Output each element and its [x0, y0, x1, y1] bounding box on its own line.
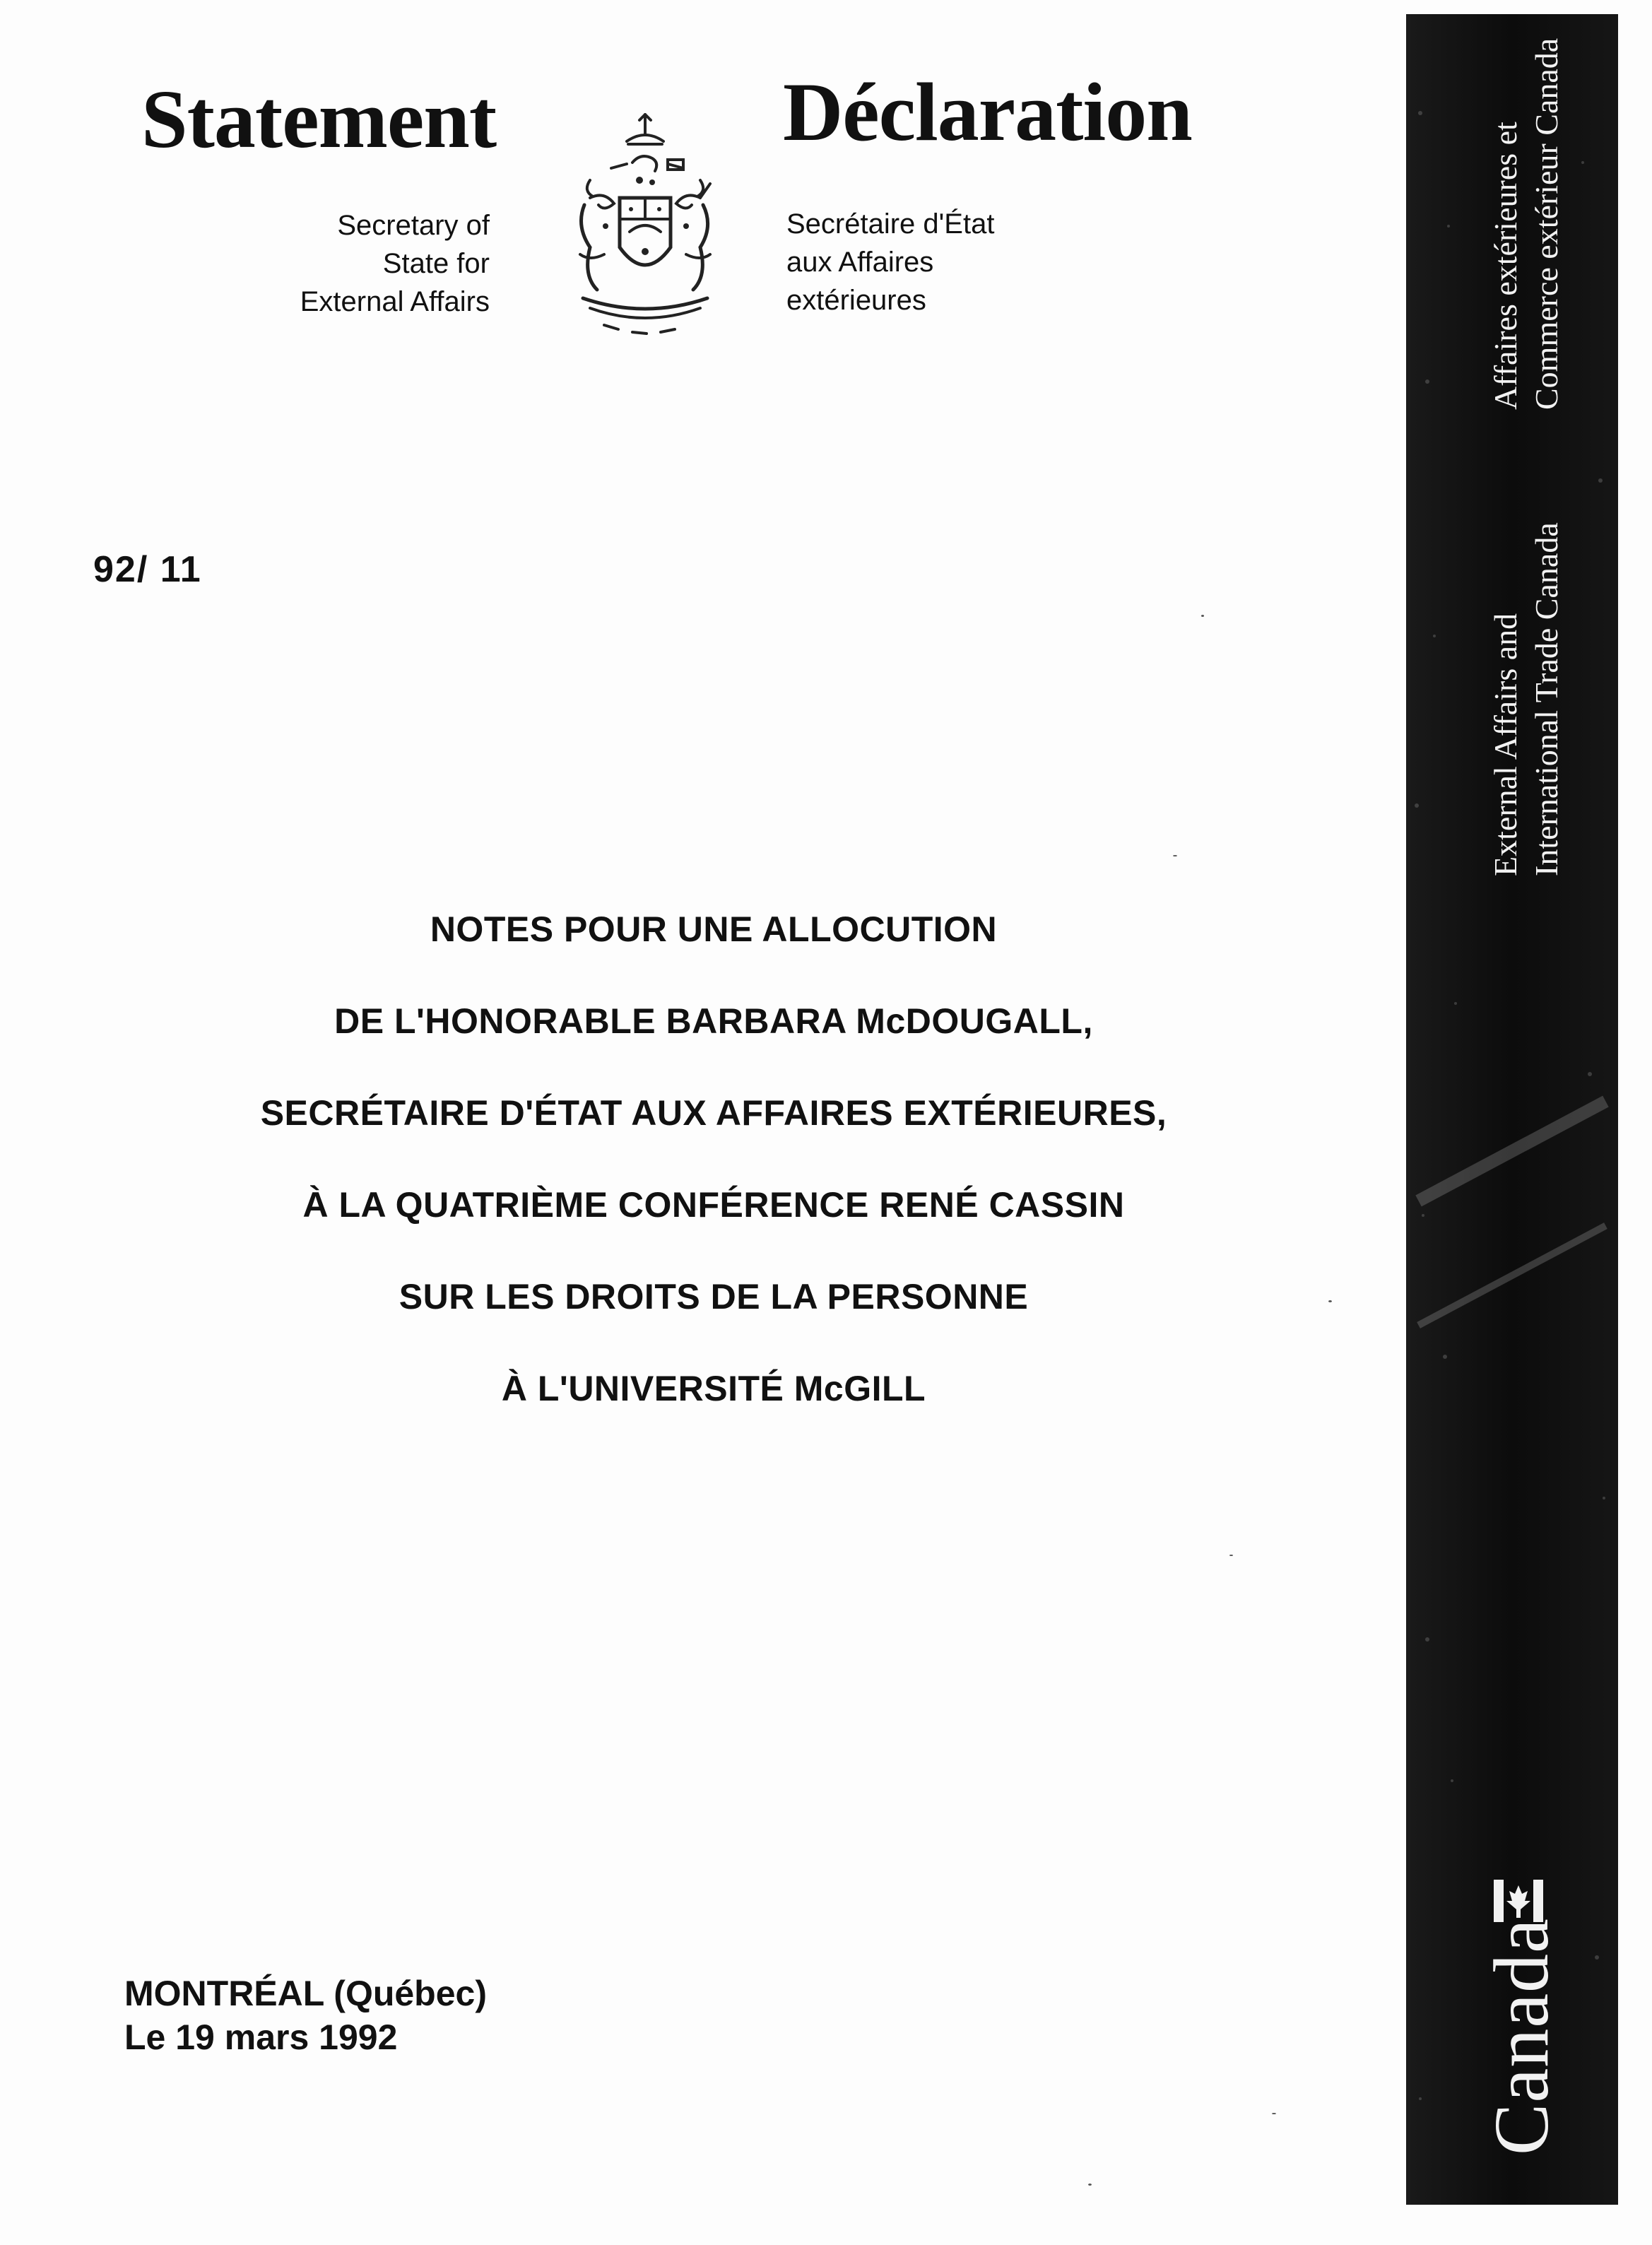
department-side-band — [1406, 14, 1618, 2205]
speech-title-line: DE L'HONORABLE BARBARA McDOUGALL, — [334, 1001, 1093, 1041]
band-text-line: External Affairs and — [1487, 613, 1523, 876]
statement-title: Statement — [141, 73, 497, 165]
subtitle-line: aux Affaires — [786, 247, 934, 278]
coat-of-arms-icon — [562, 113, 728, 339]
scan-speck — [1173, 855, 1177, 856]
band-text-line: Affaires extérieures et — [1487, 122, 1523, 410]
french-department-subtitle — [786, 205, 994, 319]
scan-speck — [1328, 1300, 1332, 1302]
subtitle-line: extérieures — [786, 285, 926, 316]
band-text-line: International Trade Canada — [1528, 522, 1564, 876]
date-text: Le 19 mars 1992 — [124, 2017, 398, 2057]
scan-speck — [1229, 1555, 1233, 1556]
band-text-line: Commerce extérieur Canada — [1528, 37, 1564, 410]
subtitle-line: Secretary of — [337, 210, 490, 241]
scan-speck — [1201, 615, 1204, 617]
speech-title-line: À L'UNIVERSITÉ McGILL — [501, 1369, 926, 1408]
speech-title-line: SUR LES DROITS DE LA PERSONNE — [399, 1277, 1029, 1316]
speech-title-line: À LA QUATRIÈME CONFÉRENCE RENÉ CASSIN — [302, 1185, 1125, 1225]
subtitle-line: External Affairs — [300, 286, 490, 317]
canada-wordmark: Canada — [1478, 1918, 1564, 2155]
place-text: MONTRÉAL (Québec) — [124, 1974, 487, 2013]
place-and-date — [124, 1972, 487, 2059]
declaration-title: Déclaration — [783, 66, 1192, 158]
department-name-english — [1485, 522, 1567, 876]
english-department-subtitle — [300, 206, 490, 321]
speech-title-line: NOTES POUR UNE ALLOCUTION — [430, 909, 998, 949]
document-number: 92/ 11 — [93, 549, 202, 590]
department-name-french — [1485, 38, 1567, 410]
canada-flag-icon — [1494, 1880, 1543, 1922]
speech-title-line: SECRÉTAIRE D'ÉTAT AUX AFFAIRES EXTÉRIEURES, — [260, 1093, 1167, 1133]
speech-title-block — [141, 883, 1286, 1434]
scan-speck — [1088, 2184, 1092, 2186]
subtitle-line: State for — [382, 248, 490, 279]
subtitle-line: Secrétaire d'État — [786, 208, 995, 240]
scan-speck — [1272, 2113, 1276, 2114]
